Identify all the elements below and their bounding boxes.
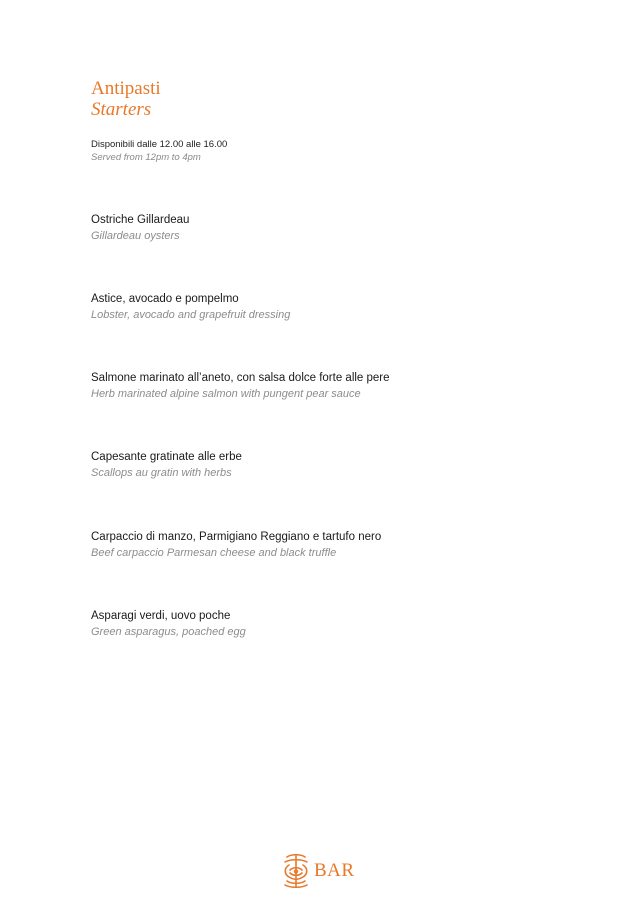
menu-item-translation: Lobster, avocado and grapefruit dressing [91, 309, 291, 321]
menu-item [91, 608, 246, 640]
menu-item-translation: Green asparagus, poached egg [91, 626, 246, 638]
menu-item-name: Carpaccio di manzo, Parmigiano Reggiano e tartufo nero [91, 531, 382, 543]
menu-item-translation: Herb marinated alpine salmon with pungent pear sauce [91, 388, 361, 400]
menu-item-name: Astice, avocado e pompelmo [91, 293, 239, 305]
service-hours-english: Served from 12pm to 4pm [91, 152, 201, 163]
menu-item [91, 370, 390, 402]
menu-item-name: Ostriche Gillardeau [91, 214, 190, 226]
menu-item-translation: Beef carpaccio Parmesan cheese and black truffle [91, 547, 337, 559]
service-hours-italian: Disponibili dalle 12.00 alle 16.00 [91, 139, 228, 150]
menu-item [91, 212, 189, 244]
menu-item-name: Asparagi verdi, uovo poche [91, 610, 231, 622]
section-title-english: Starters [91, 99, 152, 120]
section-title [91, 78, 161, 120]
menu-item [91, 529, 381, 561]
menu-item-translation: Gillardeau oysters [91, 230, 180, 242]
footer-logo [281, 851, 361, 891]
monogram-crest-icon [281, 853, 311, 889]
service-hours [91, 138, 227, 164]
logo-wordmark: BAR [314, 860, 355, 881]
menu-item-translation: Scallops au gratin with herbs [91, 467, 232, 479]
menu-item-name: Capesante gratinate alle erbe [91, 451, 242, 463]
menu-item-name: Salmone marinato all’aneto, con salsa dolce forte alle pere [91, 372, 390, 384]
menu-item [91, 291, 290, 323]
menu-item [91, 449, 242, 481]
section-title-italian: Antipasti [91, 78, 161, 99]
